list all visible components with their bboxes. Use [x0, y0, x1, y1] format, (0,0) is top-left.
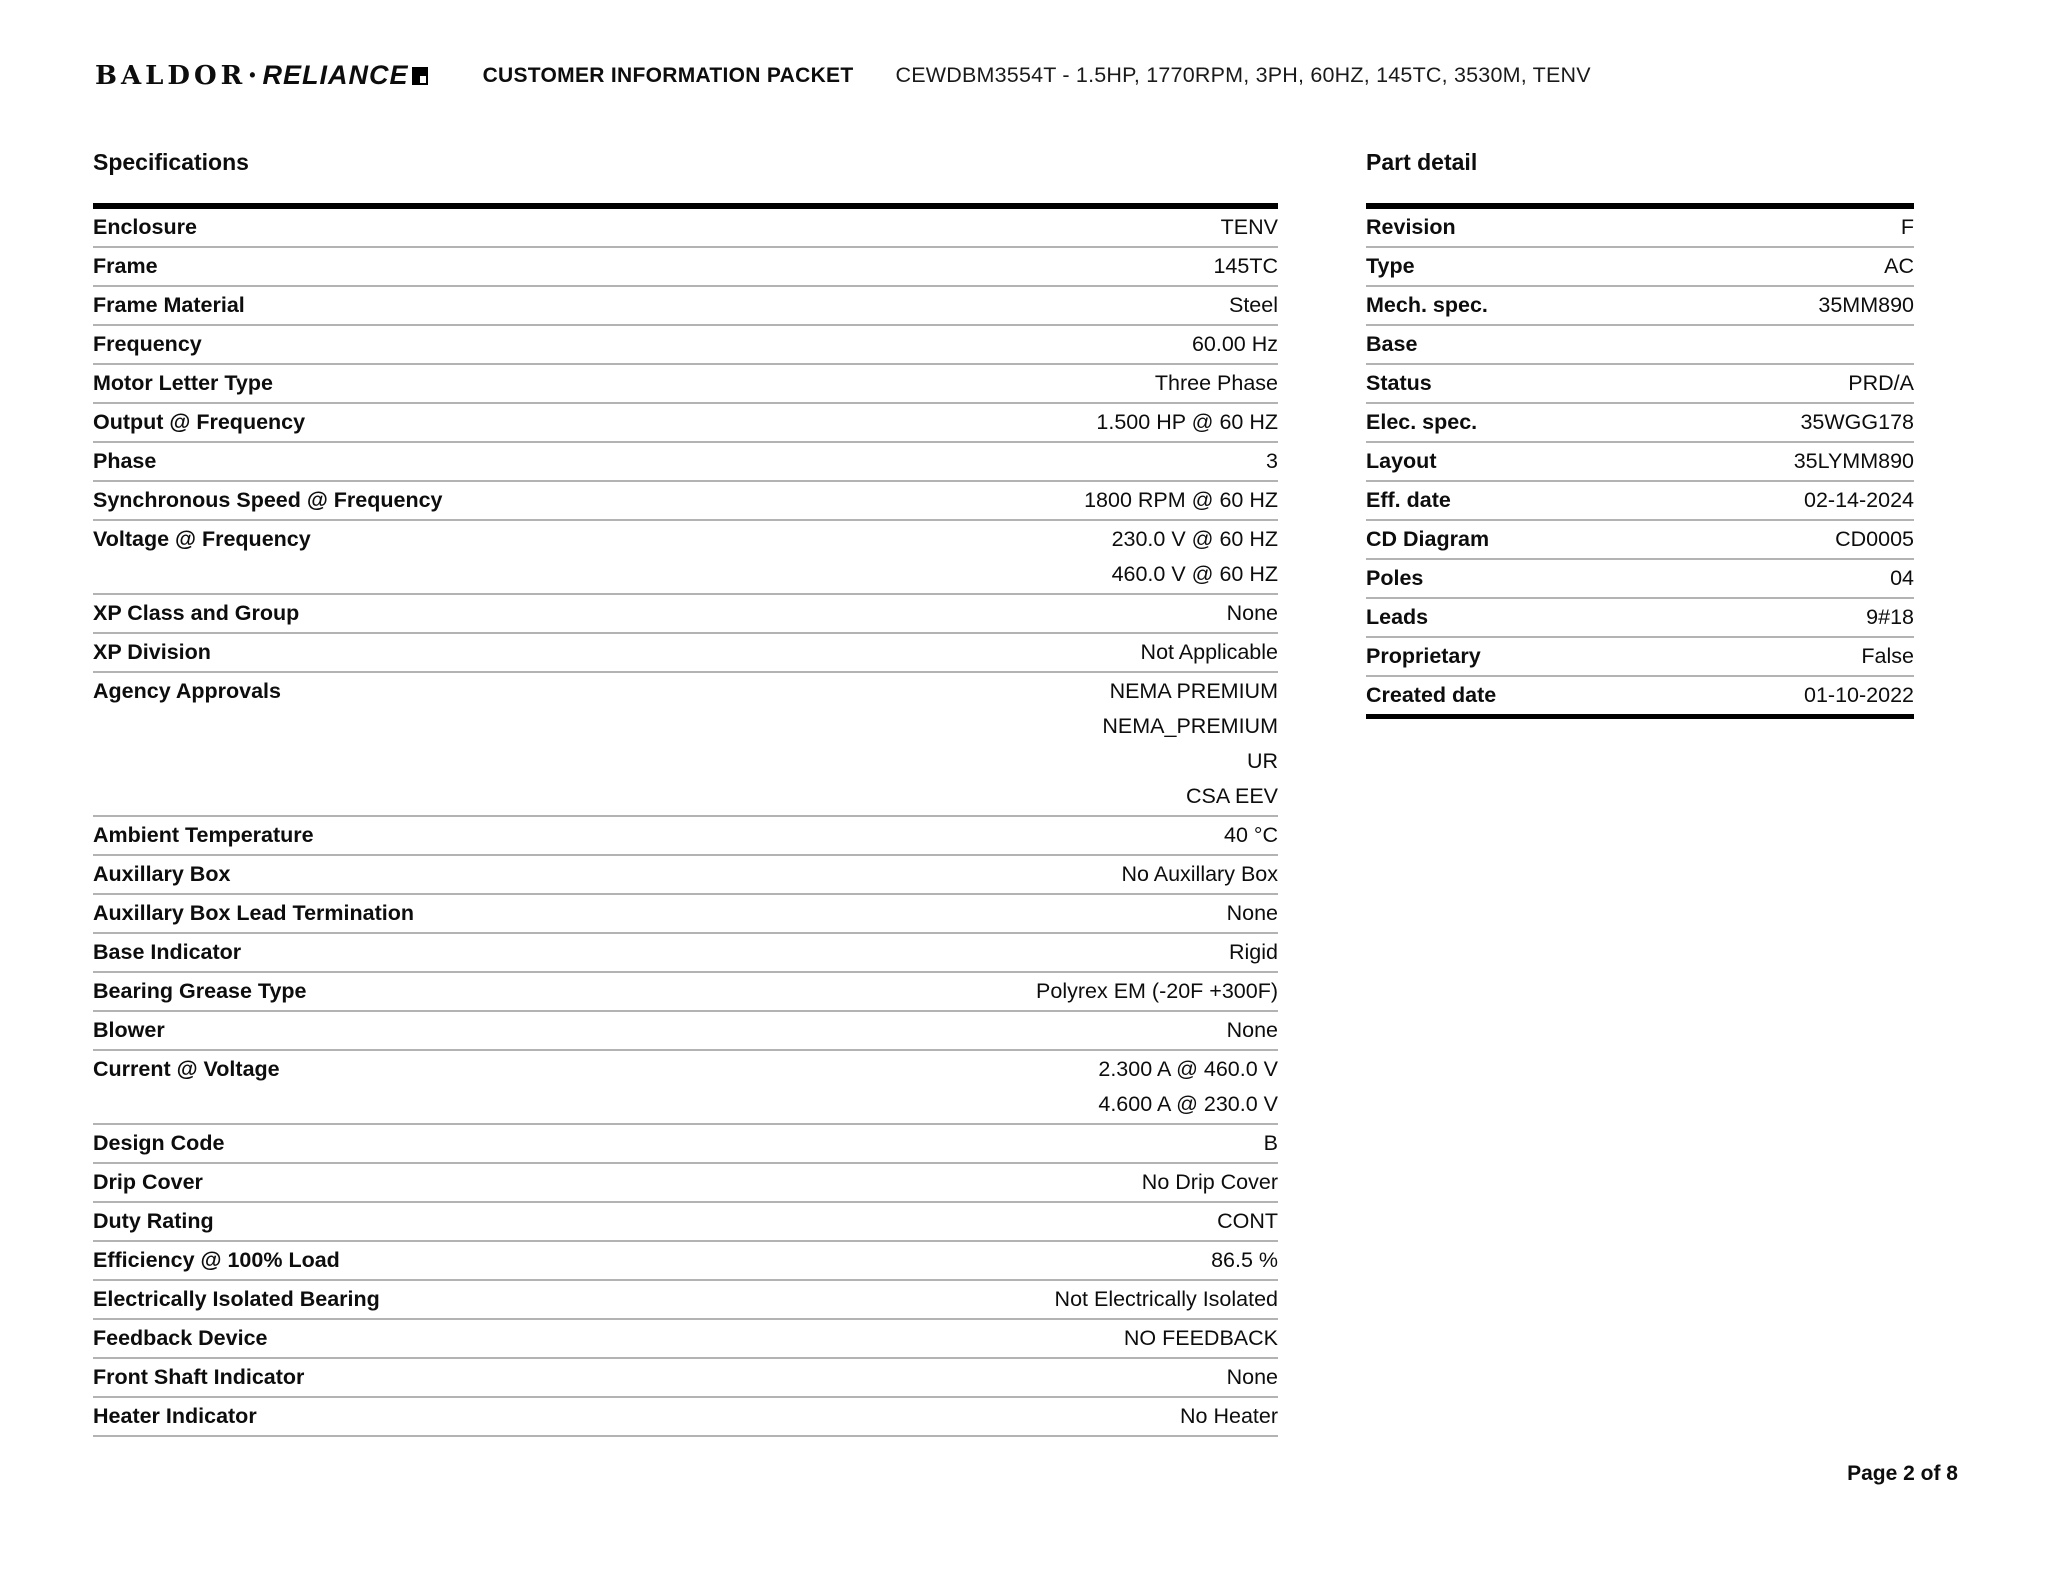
row-value-line: UR [1246, 749, 1278, 773]
brand-logo [95, 60, 428, 91]
spec-row [93, 1398, 1278, 1437]
row-value-line: 35LYMM890 [1793, 449, 1914, 473]
row-values [1835, 522, 1914, 557]
row-value-line: CD0005 [1835, 527, 1914, 551]
row-label: Revision [1366, 215, 1456, 239]
row-label: Base [1366, 332, 1418, 356]
spec-row [93, 817, 1278, 856]
row-label: Blower [93, 1018, 165, 1042]
spec-row [93, 443, 1278, 482]
row-label: Auxillary Box Lead Termination [93, 901, 414, 925]
row-label: Drip Cover [93, 1170, 203, 1194]
part-row [1366, 599, 1914, 638]
row-label: Enclosure [93, 215, 197, 239]
row-value-line: 35WGG178 [1800, 410, 1914, 434]
spec-row [93, 521, 1278, 595]
spec-row [93, 209, 1278, 248]
row-value-line: False [1861, 644, 1914, 668]
row-value-line: AC [1884, 254, 1914, 278]
spec-row [93, 1164, 1278, 1203]
spec-row [93, 482, 1278, 521]
part-row [1366, 365, 1914, 404]
part-row [1366, 560, 1914, 599]
row-label: Feedback Device [93, 1326, 268, 1350]
part-row [1366, 638, 1914, 677]
row-value-line: None [1226, 601, 1278, 625]
row-value-line: 01-10-2022 [1804, 683, 1914, 707]
row-label: CD Diagram [1366, 527, 1490, 551]
row-label: Poles [1366, 566, 1424, 590]
row-value-line: Polyrex EM (-20F +300F) [1036, 979, 1278, 1003]
row-value-line: CONT [1217, 1209, 1278, 1233]
row-label: Duty Rating [93, 1209, 214, 1233]
spec-row [93, 326, 1278, 365]
row-value-line: 60.00 Hz [1191, 332, 1278, 356]
part-row [1366, 404, 1914, 443]
row-values [1096, 405, 1278, 440]
row-label: Synchronous Speed @ Frequency [93, 488, 443, 512]
row-value-line: None [1226, 1018, 1278, 1042]
row-values [1861, 639, 1914, 674]
logo-dot-icon: • [249, 65, 256, 85]
row-value-line: None [1226, 1365, 1278, 1389]
trademark-square-icon [412, 67, 428, 85]
product-title: CEWDBM3554T - 1.5HP, 1770RPM, 3PH, 60HZ, 145TC, 3530M, TENV [895, 63, 1591, 87]
row-value-line: 40 °C [1223, 823, 1278, 847]
spec-row [93, 287, 1278, 326]
row-value-line: 04 [1890, 566, 1914, 590]
row-label: Frame [93, 254, 158, 278]
part-row [1366, 521, 1914, 560]
spec-row [93, 1012, 1278, 1051]
part-row [1366, 326, 1914, 365]
part-row [1366, 482, 1914, 521]
row-label: Front Shaft Indicator [93, 1365, 305, 1389]
row-values [1213, 249, 1278, 284]
row-value-line: 230.0 V @ 60 HZ [1111, 527, 1278, 551]
row-values [1112, 522, 1278, 592]
row-label: Auxillary Box [93, 862, 231, 886]
row-value-line: Steel [1228, 293, 1278, 317]
row-label: Output @ Frequency [93, 410, 306, 434]
row-label: Frequency [93, 332, 202, 356]
row-label: Layout [1366, 449, 1437, 473]
row-value-line: 9#18 [1866, 605, 1914, 629]
spec-row [93, 595, 1278, 634]
row-label: Design Code [93, 1131, 225, 1155]
row-values [1866, 600, 1914, 635]
row-label: Base Indicator [93, 940, 242, 964]
row-label: Elec. spec. [1366, 410, 1478, 434]
part-row [1366, 287, 1914, 326]
row-values [1227, 1013, 1278, 1048]
part-detail-section [1366, 148, 1914, 719]
part-row [1366, 248, 1914, 287]
spec-row [93, 934, 1278, 973]
row-values [1264, 1126, 1278, 1161]
spec-row [93, 1320, 1278, 1359]
spec-row [93, 1051, 1278, 1125]
reliance-wordmark: RELIANCE [262, 60, 409, 90]
row-value-line: Not Electrically Isolated [1054, 1287, 1278, 1311]
row-value-line: 1.500 HP @ 60 HZ [1096, 410, 1278, 434]
part-detail-table [1366, 203, 1914, 719]
row-values [1848, 366, 1914, 401]
baldor-wordmark: BALDOR [95, 60, 247, 91]
row-value-line: 35MM890 [1818, 293, 1914, 317]
row-values [1884, 249, 1914, 284]
row-label: Type [1366, 254, 1415, 278]
row-label: Proprietary [1366, 644, 1481, 668]
row-values [1794, 444, 1914, 479]
row-values [1901, 210, 1914, 245]
row-value-line: 2.300 A @ 460.0 V [1098, 1057, 1278, 1081]
row-value-line: 460.0 V @ 60 HZ [1111, 562, 1278, 586]
row-value-line: NEMA PREMIUM [1109, 679, 1278, 703]
spec-row [93, 973, 1278, 1012]
row-values [1221, 210, 1278, 245]
row-label: XP Class and Group [93, 601, 300, 625]
row-label: XP Division [93, 640, 211, 664]
part-detail-title: Part detail [1366, 149, 1478, 175]
spec-row [93, 404, 1278, 443]
row-value-line: F [1900, 215, 1914, 239]
row-label: Ambient Temperature [93, 823, 314, 847]
spec-row [93, 856, 1278, 895]
row-value-line: 86.5 % [1211, 1248, 1278, 1272]
row-label: Eff. date [1366, 488, 1451, 512]
row-value-line: TENV [1220, 215, 1278, 239]
row-value-line: 4.600 A @ 230.0 V [1098, 1092, 1278, 1116]
row-values [1211, 1243, 1278, 1278]
row-values [1098, 1052, 1278, 1122]
spec-row [93, 634, 1278, 673]
row-values [1224, 818, 1278, 853]
spec-row [93, 248, 1278, 287]
row-values [1266, 444, 1278, 479]
row-values [1227, 1360, 1278, 1395]
row-value-line: NO FEEDBACK [1123, 1326, 1278, 1350]
spec-row [93, 1242, 1278, 1281]
spec-row [93, 1359, 1278, 1398]
row-label: Current @ Voltage [93, 1057, 280, 1081]
specifications-title: Specifications [93, 149, 249, 175]
row-values [1229, 935, 1278, 970]
part-row [1366, 209, 1914, 248]
row-label: Phase [93, 449, 157, 473]
row-label: Heater Indicator [93, 1404, 257, 1428]
row-label: Created date [1366, 683, 1497, 707]
row-values [1084, 483, 1278, 518]
spec-row [93, 1125, 1278, 1164]
spec-row [93, 365, 1278, 404]
row-value-line: PRD/A [1848, 371, 1914, 395]
row-value-line: Three Phase [1154, 371, 1278, 395]
row-label: Voltage @ Frequency [93, 527, 311, 551]
row-values [1217, 1204, 1278, 1239]
row-values [1192, 327, 1278, 362]
row-label: Leads [1366, 605, 1429, 629]
row-value-line: None [1226, 901, 1278, 925]
row-values [1818, 288, 1914, 323]
row-values [1142, 1165, 1278, 1200]
row-values [1102, 674, 1278, 814]
row-label: Frame Material [93, 293, 245, 317]
row-value-line: Not Applicable [1140, 640, 1278, 664]
spec-row [93, 1281, 1278, 1320]
row-values [1055, 1282, 1278, 1317]
row-values [1800, 405, 1914, 440]
header [95, 60, 1591, 91]
row-values [1180, 1399, 1278, 1434]
row-value-line: No Drip Cover [1141, 1170, 1278, 1194]
row-label: Efficiency @ 100% Load [93, 1248, 340, 1272]
row-values [1121, 857, 1278, 892]
row-values [1890, 561, 1914, 596]
row-label: Motor Letter Type [93, 371, 273, 395]
row-values [1229, 288, 1278, 323]
row-label: Electrically Isolated Bearing [93, 1287, 380, 1311]
specifications-section [93, 148, 1278, 1437]
row-values [1804, 483, 1914, 518]
row-value-line: 3 [1266, 449, 1278, 473]
row-values [1227, 896, 1278, 931]
row-values [1036, 974, 1278, 1009]
spec-row [93, 1203, 1278, 1242]
row-value-line: NEMA_PREMIUM [1102, 714, 1278, 738]
row-value-line: No Heater [1180, 1404, 1278, 1428]
row-values [1141, 635, 1278, 670]
spec-row [93, 895, 1278, 934]
row-value-line: 02-14-2024 [1804, 488, 1914, 512]
row-value-line: 145TC [1213, 254, 1278, 278]
row-value-line: Rigid [1229, 940, 1278, 964]
row-label: Mech. spec. [1366, 293, 1488, 317]
page-number: Page 2 of 8 [1847, 1462, 1958, 1485]
row-values [1124, 1321, 1278, 1356]
spec-row [93, 673, 1278, 817]
doc-title: CUSTOMER INFORMATION PACKET [482, 63, 854, 87]
row-value-line: CSA EEV [1185, 784, 1278, 808]
row-value-line: B [1263, 1131, 1278, 1155]
part-row [1366, 677, 1914, 719]
part-row [1366, 443, 1914, 482]
row-values [1155, 366, 1278, 401]
row-label: Status [1366, 371, 1432, 395]
row-value-line: 1800 RPM @ 60 HZ [1084, 488, 1278, 512]
row-label: Bearing Grease Type [93, 979, 307, 1003]
row-values [1804, 678, 1914, 713]
row-values [1227, 596, 1278, 631]
row-value-line: No Auxillary Box [1121, 862, 1278, 886]
row-label: Agency Approvals [93, 679, 281, 703]
specifications-table [93, 203, 1278, 1437]
